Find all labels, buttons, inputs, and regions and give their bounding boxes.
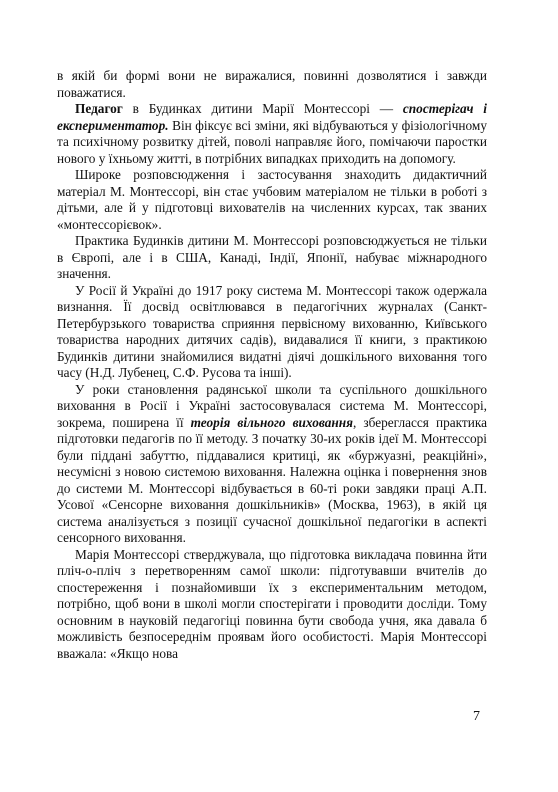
text-run: У роки становлення радянської школи та суспільного дошкільного виховання в Росії і Україні застосовувалася система М. Монтессорі, зокрема, поширена її: [57, 381, 487, 430]
paragraph-6: [57, 382, 487, 547]
text-run: , зберегласся практика підготовки педагогів по її методу. З початку 30-их років ідеї М. Монтессорі були піддані забуттю, піддавалися критиці, як «буржуазні, реакційні», несумісні з новою системою виховання. Належна оцінка і повернення знов до системи М. Монтессорі відбувається в 60-ті роки завдяки праці А.П. Усової «Сенсорне виховання дошкільників» (Москва, 1963), в якій ця система аналізується з позиції сучасної дошкільної педагогіки в аспекті сенсорного виховання.: [57, 414, 488, 545]
text-run: У Росії й Україні до 1917 року система М. Монтессорі також одержала визнання. Її досвід освітлювався в педагогічних журналах (Санкт-Петербурзького товариства сприяння первісному вихованню, Київського товариства народних дитячих садів), видавалися її книги, з практикою Будинків дитини знайомилися видатні діячі дошкільного виховання того часу (Н.Д. Лубенец, С.Ф. Русова та інші).: [57, 282, 487, 380]
page-number: 7: [473, 709, 480, 724]
page-body: [57, 68, 487, 662]
emphasis-free-education-theory: теорія вільного виховання: [190, 414, 354, 430]
paragraph-3: [57, 167, 487, 233]
paragraph-5: [57, 283, 487, 382]
text-run: Він фіксує всі зміни, які відбуваються у фізіологічному та психічному розвитку дітей, поволі направляє його, помічаючи паростки нового у їхньому житті, в потрібних випадках приходить на допомогу.: [57, 117, 487, 166]
paragraph-7: [57, 547, 487, 663]
text-run: Практика Будинків дитини М. Монтессорі розповсюджується не тільки в Європі, але і в США, Канаді, Індії, Японії, набуває міжнародного значення.: [57, 233, 487, 281]
text-run: Марія Монтессорі стверджувала, що підготовка викладача повинна йти пліч-о-пліч з перетворенням самої школи: підготувавши вчителів до спостереження і познайомивши їх з експериментальним методом, потрібно, щоб вони в школі могли спостерігати і проводити досліди. Тому основним в науковій педагогіці повинна бути свобода учня, яка давала б можливість безпосереднім проявам його особистості. Марія Монтессорі вважала: «Якщо нова: [57, 546, 487, 661]
text-run: в якій би формі вони не виражалися, повинні дозволятися і завжди поважатися.: [57, 68, 487, 100]
paragraph-4: [57, 233, 487, 283]
text-run: в Будинках дитини Марії Монтессорі —: [122, 101, 403, 116]
text-run: Широке розповсюдження і застосування знаходить дидактичний матеріал М. Монтессорі, він стає учбовим матеріалом не тільки в роботі з дітьми, але й у підготовці вихователів на численних курсах, так званих «монтессорієвок».: [57, 167, 487, 232]
paragraph-1: [57, 68, 487, 101]
paragraph-2: [57, 101, 487, 167]
emphasis-observer: спостерігач і експериментатор.: [57, 101, 487, 133]
term-pedagog: Педагог: [75, 101, 123, 116]
